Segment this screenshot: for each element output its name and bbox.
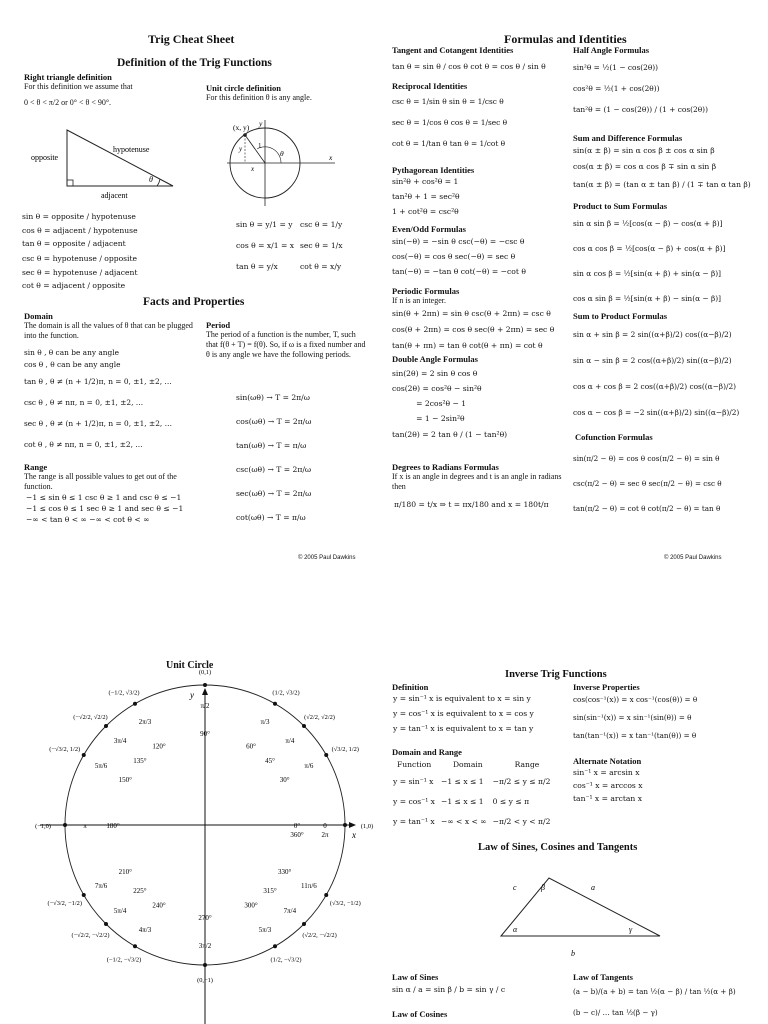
formula-sec-1x: sec θ = 1/x xyxy=(300,241,343,250)
radian-label: π/4 xyxy=(285,737,295,746)
formula-row: sin(α ± β) = sin α cos β ± cos α sin β xyxy=(573,146,715,155)
formula-row: sin α cos β = ½[sin(α + β) + sin(α − β)] xyxy=(573,269,721,278)
table-cell: y = cos⁻¹ x xyxy=(393,796,435,806)
domain-row: tan θ , θ ≠ (n + 1/2)π, n = 0, ±1, ±2, … xyxy=(24,377,172,386)
even-odd-rows xyxy=(392,234,526,279)
periodic-text: If n is an integer. xyxy=(392,296,446,305)
radian-label: 5π/6 xyxy=(94,762,108,770)
inverse-props-rows xyxy=(573,691,697,745)
range-text: The range is all possible values to get out of the function. xyxy=(24,472,177,491)
formula-sin-y: sin θ = y/1 = y xyxy=(236,220,293,229)
right-triangle-heading: Right triangle definition xyxy=(24,72,112,82)
theta-label: θ xyxy=(280,149,284,158)
point-coordinate-label: (√2/2, √2/2) xyxy=(304,714,335,722)
period-text: The period of a function is the number, T, such that f(θ + T) = f(θ). So, if ω is a fixed number and θ is any angle we have the following periods. xyxy=(206,330,366,359)
point-coordinate-label: (−1,0) xyxy=(35,823,51,830)
radian-label: π xyxy=(83,822,87,830)
deg-rad-row: π/180 = t/x ⇒ t = πx/180 and x = 180t/π xyxy=(394,500,549,509)
prod-sum-heading: Product to Sum Formulas xyxy=(573,201,668,211)
formula-row: sin(π/2 − θ) = cos θ cos(π/2 − θ) = sin θ xyxy=(573,454,720,463)
formula-row: cos(2θ) = cos²θ − sin²θ xyxy=(392,384,482,393)
y-projection-label: y xyxy=(239,145,243,153)
cofunction-heading: Cofunction Formulas xyxy=(575,432,653,442)
formula-row: = 1 − 2sin²θ xyxy=(392,414,465,423)
range-row: −∞ < tan θ < ∞ −∞ < cot θ < ∞ xyxy=(26,515,150,524)
period-row: cot(ωθ) → T = π/ω xyxy=(236,513,306,522)
degree-label: 225° xyxy=(133,887,147,896)
degree-360-label: 360° xyxy=(290,831,304,839)
table-row xyxy=(393,771,556,791)
pythagorean-heading: Pythagorean Identities xyxy=(392,165,475,175)
formula-cot: cot θ = adjacent / opposite xyxy=(22,281,126,290)
periodic-rows xyxy=(392,306,554,354)
radian-label: 11π/6 xyxy=(301,882,317,890)
formula-row: (b − c)/ … tan ½(β − γ) xyxy=(573,1008,658,1017)
table-cell: −π/2 ≤ y ≤ π/2 xyxy=(492,776,551,786)
radian-label: 7π/4 xyxy=(283,906,297,915)
formula-row: tan(π/2 − θ) = cot θ cot(π/2 − θ) = tan θ xyxy=(573,504,721,513)
footer: © 2005 Paul Dawkins xyxy=(298,555,356,561)
domain-heading: Domain xyxy=(24,311,53,321)
formula-row: cot θ = 1/tan θ tan θ = 1/cot θ xyxy=(392,139,506,148)
formula-cos-x: cos θ = x/1 = x xyxy=(236,241,295,250)
point-coordinate-label: (1/2, −√3/2) xyxy=(270,956,302,964)
law-triangle-diagram xyxy=(495,870,670,962)
table-header: Function xyxy=(397,759,432,769)
x-axis-label: x xyxy=(352,830,356,840)
gamma-label: γ xyxy=(629,925,633,934)
formula-row: cos(−θ) = cos θ sec(−θ) = sec θ xyxy=(392,252,516,261)
table-cell: −π/2 < y < π/2 xyxy=(492,816,551,826)
point-coordinate-label: (√3/2, 1/2) xyxy=(331,746,359,753)
unit-circle-title: Unit Circle xyxy=(166,660,214,671)
point-coordinate-label: (1,0) xyxy=(360,823,374,830)
formula-row: tan(tan⁻¹(x)) = x tan⁻¹(tan(θ)) = θ xyxy=(573,731,697,740)
double-angle-heading: Double Angle Formulas xyxy=(392,354,478,364)
radian-label: 4π/3 xyxy=(138,925,152,934)
facts-heading: Facts and Properties xyxy=(143,296,245,308)
degree-label: 240° xyxy=(152,901,166,910)
degree-label: 315° xyxy=(263,887,277,896)
formula-row: 1 + cot²θ = csc²θ xyxy=(392,207,459,216)
radian-label: 5π/3 xyxy=(258,925,272,934)
radian-label: π/6 xyxy=(304,762,314,770)
alt-notation-heading: Alternate Notation xyxy=(573,756,642,766)
formula-row: cos(θ + 2πn) = cos θ sec(θ + 2πn) = sec θ xyxy=(392,325,555,334)
point-coordinate-label: (−√3/2, 1/2) xyxy=(49,746,81,753)
double-angle-rows xyxy=(392,366,507,444)
formula-row: (a − b)/(a + b) = tan ½(α − β) / tan ½(α + β) xyxy=(573,987,736,996)
degree-label: 30° xyxy=(279,776,290,784)
formula-row: tan(2θ) = 2 tan θ / (1 − tan²θ) xyxy=(392,430,508,439)
domain-text: The domain is all the values of θ that can be plugged into the function. xyxy=(24,321,193,340)
deg-rad-heading: Degrees to Radians Formulas xyxy=(392,462,499,472)
period-heading: Period xyxy=(206,320,231,330)
domain-row: cot θ , θ ≠ nπ, n = 0, ±1, ±2, … xyxy=(24,440,143,449)
sum-prod-rows xyxy=(573,322,739,426)
period-row: cos(ωθ) → T = 2π/ω xyxy=(236,417,312,426)
page-title: Trig Cheat Sheet xyxy=(148,32,235,46)
deg-rad-text: If x is an angle in degrees and t is an angle in radians then xyxy=(392,472,562,491)
law-heading: Law of Sines, Cosines and Tangents xyxy=(478,842,638,853)
radian-label: 3π/4 xyxy=(113,737,127,746)
formula-row: sin(θ + 2πn) = sin θ csc(θ + 2πn) = csc θ xyxy=(392,309,551,318)
x-projection-label: x xyxy=(251,165,255,173)
table-header: Domain xyxy=(452,759,483,769)
formula-row: csc θ = 1/sin θ sin θ = 1/csc θ xyxy=(392,97,504,106)
degree-label: 90° xyxy=(200,730,210,738)
period-row: tan(ωθ) → T = π/ω xyxy=(236,441,307,450)
point-coordinate-label: (√3/2, −1/2) xyxy=(329,900,361,907)
adjacent-label: adjacent xyxy=(101,191,128,200)
formula-row: cos(α ± β) = cos α cos β ∓ sin α sin β xyxy=(573,162,717,171)
radian-label: 2π/3 xyxy=(138,718,152,727)
x-axis-label: x xyxy=(329,153,333,162)
definition-row: y = tan⁻¹ x is equivalent to x = tan y xyxy=(393,724,534,733)
domain-row: sin θ , θ can be any angle xyxy=(24,348,119,357)
right-triangle-condition: 0 < θ < π/2 or 0° < θ < 90°. xyxy=(24,98,112,107)
degree-label: 60° xyxy=(246,742,256,751)
formula-row: sin(2θ) = 2 sin θ cos θ xyxy=(392,369,478,378)
alt-notation-rows xyxy=(573,766,643,805)
degree-label: 300° xyxy=(244,901,258,910)
right-triangle-text: For this definition we assume that xyxy=(24,82,133,91)
degree-label: 180° xyxy=(106,822,120,830)
point-coordinate-label: (√2/2, −√2/2) xyxy=(302,931,337,939)
formula-row: cos α + cos β = 2 cos((α+β)/2) cos((α−β)/2) xyxy=(573,382,737,391)
page-title: Inverse Trig Functions xyxy=(505,669,607,680)
period-row: sin(ωθ) → T = 2π/ω xyxy=(236,393,310,402)
formula-row: tan⁻¹ x = arctan x xyxy=(573,794,642,803)
formula-row: sin²θ = ½(1 − cos(2θ)) xyxy=(573,63,659,72)
formula-row: tan(θ + πn) = tan θ cot(θ + πn) = cot θ xyxy=(392,341,543,350)
definition-heading: Definition xyxy=(392,682,429,692)
formula-tan-yx: tan θ = y/x xyxy=(236,262,278,271)
page-title: Formulas and Identities xyxy=(504,32,627,46)
degree-label: 270° xyxy=(198,914,212,922)
beta-label: β xyxy=(541,883,545,892)
law-tangents-rows xyxy=(573,983,736,1019)
formula-row: sin α + sin β = 2 sin((α+β)/2) cos((α−β)/2) xyxy=(573,330,732,339)
sum-diff-rows xyxy=(573,143,751,195)
degree-label: 0° xyxy=(293,822,301,830)
prod-sum-rows xyxy=(573,211,725,311)
table-cell: y = sin⁻¹ x xyxy=(393,776,434,786)
formula-row: sin α sin β = ½[cos(α − β) − cos(α + β)] xyxy=(573,219,723,228)
formula-row: sin(sin⁻¹(x)) = x sin⁻¹(sin(θ)) = θ xyxy=(573,713,692,722)
radian-label: 3π/2 xyxy=(198,942,212,950)
range-row: −1 ≤ cos θ ≤ 1 sec θ ≥ 1 and sec θ ≤ −1 xyxy=(26,504,184,513)
formula-row: tan(−θ) = −tan θ cot(−θ) = −cot θ xyxy=(392,267,526,276)
cofunction-rows xyxy=(573,446,722,521)
half-angle-heading: Half Angle Formulas xyxy=(573,45,650,55)
law-cosines-heading: Law of Cosines xyxy=(392,1009,448,1019)
formula-row: sin⁻¹ x = arcsin x xyxy=(573,768,640,777)
formula-row: sec θ = 1/cos θ cos θ = 1/sec θ xyxy=(392,118,508,127)
range-heading: Range xyxy=(24,462,48,472)
formula-row: cos(cos⁻¹(x)) = x cos⁻¹(cos(θ)) = θ xyxy=(573,695,698,704)
formula-sin: sin θ = opposite / hypotenuse xyxy=(22,212,136,221)
formula-row: cos⁻¹ x = arccos x xyxy=(573,781,643,790)
formula-cot-xy: cot θ = x/y xyxy=(300,262,342,271)
footer: © 2005 Paul Dawkins xyxy=(664,555,722,561)
table-cell: y = tan⁻¹ x xyxy=(393,816,435,826)
table-cell: −∞ < x < ∞ xyxy=(440,816,487,826)
reciprocal-heading: Reciprocal Identities xyxy=(392,81,468,91)
sum-prod-heading: Sum to Product Formulas xyxy=(573,311,668,321)
definition-heading: Definition of the Trig Functions xyxy=(117,57,272,69)
domain-row: cos θ , θ can be any angle xyxy=(24,360,121,369)
table-header: Range xyxy=(514,759,540,769)
formula-tan: tan θ = opposite / adjacent xyxy=(22,239,126,248)
table-cell: −1 ≤ x ≤ 1 xyxy=(440,796,484,806)
formula-row: tan²θ = (1 − cos(2θ)) / (1 + cos(2θ)) xyxy=(573,105,708,114)
point-label: (x, y) xyxy=(233,123,250,132)
law-sines-heading: Law of Sines xyxy=(392,972,439,982)
formula-csc-1y: csc θ = 1/y xyxy=(300,220,343,229)
point-coordinate-label: (0,−1) xyxy=(197,977,213,984)
definition-row: y = sin⁻¹ x is equivalent to x = sin y xyxy=(393,694,531,703)
tan-cot-heading: Tangent and Cotangent Identities xyxy=(392,45,514,55)
definition-rows xyxy=(393,691,534,736)
radian-label: π/3 xyxy=(260,718,270,727)
formula-row: sin α − sin β = 2 cos((α+β)/2) sin((α−β)/2) xyxy=(573,356,732,365)
law-tangents-heading: Law of Tangents xyxy=(573,972,633,982)
formula-row: cos²θ = ½(1 + cos(2θ)) xyxy=(573,84,660,93)
formula-row: csc(π/2 − θ) = sec θ sec(π/2 − θ) = csc θ xyxy=(573,479,722,488)
table-cell: −1 ≤ x ≤ 1 xyxy=(440,776,484,786)
half-angle-rows xyxy=(573,57,708,120)
formula-sec: sec θ = hypotenuse / adjacent xyxy=(22,267,138,277)
period-row: sec(ωθ) → T = 2π/ω xyxy=(236,489,312,498)
point-coordinate-label: (1/2, √3/2) xyxy=(272,689,300,697)
formula-row: cos α cos β = ½[cos(α − β) + cos(α + β)] xyxy=(573,244,726,253)
degree-label: 120° xyxy=(152,742,166,751)
opposite-label: opposite xyxy=(31,153,59,162)
period-row: csc(ωθ) → T = 2π/ω xyxy=(236,465,312,474)
radian-label: π/2 xyxy=(200,702,210,710)
formula-row: cos α − cos β = −2 sin((α+β)/2) sin((α−β)/2) xyxy=(573,408,740,417)
table-row xyxy=(393,791,556,811)
formula-csc: csc θ = hypotenuse / opposite xyxy=(22,254,138,263)
definition-row: y = cos⁻¹ x is equivalent to x = cos y xyxy=(393,709,534,718)
degree-label: 330° xyxy=(278,868,292,876)
degree-label: 150° xyxy=(118,776,132,784)
even-odd-heading: Even/Odd Formulas xyxy=(392,224,466,234)
point-coordinate-label: (−1/2, −√3/2) xyxy=(106,956,142,964)
law-sines-row: sin α / a = sin β / b = sin γ / c xyxy=(392,985,506,994)
unit-circle-def-heading: Unit circle definition xyxy=(206,83,281,93)
alpha-label: α xyxy=(513,925,518,934)
inverse-props-heading: Inverse Properties xyxy=(573,682,640,692)
domain-row: csc θ , θ ≠ nπ, n = 0, ±1, ±2, … xyxy=(24,398,144,407)
point-coordinate-label: (−√3/2, −1/2) xyxy=(47,900,82,907)
sum-diff-heading: Sum and Difference Formulas xyxy=(573,133,683,143)
formula-row: tan θ = sin θ / cos θ cot θ = cos θ / sin θ xyxy=(392,62,546,71)
periodic-heading: Periodic Formulas xyxy=(392,286,460,296)
formula-row: sin²θ + cos²θ = 1 xyxy=(392,177,459,186)
radius-label: 1 xyxy=(258,142,262,150)
formula-row: sin(−θ) = −sin θ csc(−θ) = −csc θ xyxy=(392,237,525,246)
formula-row: cos α sin β = ½[sin(α + β) − sin(α − β)] xyxy=(573,294,721,303)
point-coordinate-label: (−√2/2, √2/2) xyxy=(73,714,108,722)
table-header-row xyxy=(393,757,556,771)
degree-label: 45° xyxy=(265,756,275,765)
point-coordinate-label: (0,1) xyxy=(198,669,212,676)
radian-2pi-label: 2π xyxy=(321,831,329,839)
table-cell: 0 ≤ y ≤ π xyxy=(492,796,530,806)
side-a-label: a xyxy=(591,883,595,892)
hypotenuse-label: hypotenuse xyxy=(113,145,150,154)
point-coordinate-label: (−1/2, √3/2) xyxy=(108,689,140,697)
formula-row: tan²θ + 1 = sec²θ xyxy=(392,192,460,201)
radian-label: 7π/6 xyxy=(94,882,108,890)
degree-label: 210° xyxy=(118,868,132,876)
pythagorean-rows xyxy=(392,175,460,220)
domain-range-heading: Domain and Range xyxy=(392,747,462,757)
table-row xyxy=(393,811,556,831)
side-c-label: c xyxy=(513,883,517,892)
tan-cot-rows xyxy=(392,60,546,74)
page-4 xyxy=(0,600,768,1024)
formula-row: = 2cos²θ − 1 xyxy=(392,399,467,408)
formula-cos: cos θ = adjacent / hypotenuse xyxy=(22,225,138,235)
radian-label: 5π/4 xyxy=(113,906,127,915)
theta-label: θ xyxy=(149,175,153,184)
y-axis-label: y xyxy=(259,119,263,128)
degree-label: 135° xyxy=(133,756,147,765)
y-axis-label: y xyxy=(190,690,194,700)
formula-row: tan(α ± β) = (tan α ± tan β) / (1 ∓ tan α tan β) xyxy=(573,180,751,189)
radian-label: 0 xyxy=(323,822,327,830)
unit-circle-def-text: For this definition θ is any angle. xyxy=(206,93,312,102)
side-b-label: b xyxy=(571,949,575,958)
domain-row: sec θ , θ ≠ (n + 1/2)π, n = 0, ±1, ±2, … xyxy=(24,419,172,428)
domain-range-table xyxy=(393,757,556,831)
range-row: −1 ≤ sin θ ≤ 1 csc θ ≥ 1 and csc θ ≤ −1 xyxy=(26,493,182,502)
point-coordinate-label: (−√2/2, −√2/2) xyxy=(71,931,110,939)
reciprocal-rows xyxy=(392,91,507,154)
